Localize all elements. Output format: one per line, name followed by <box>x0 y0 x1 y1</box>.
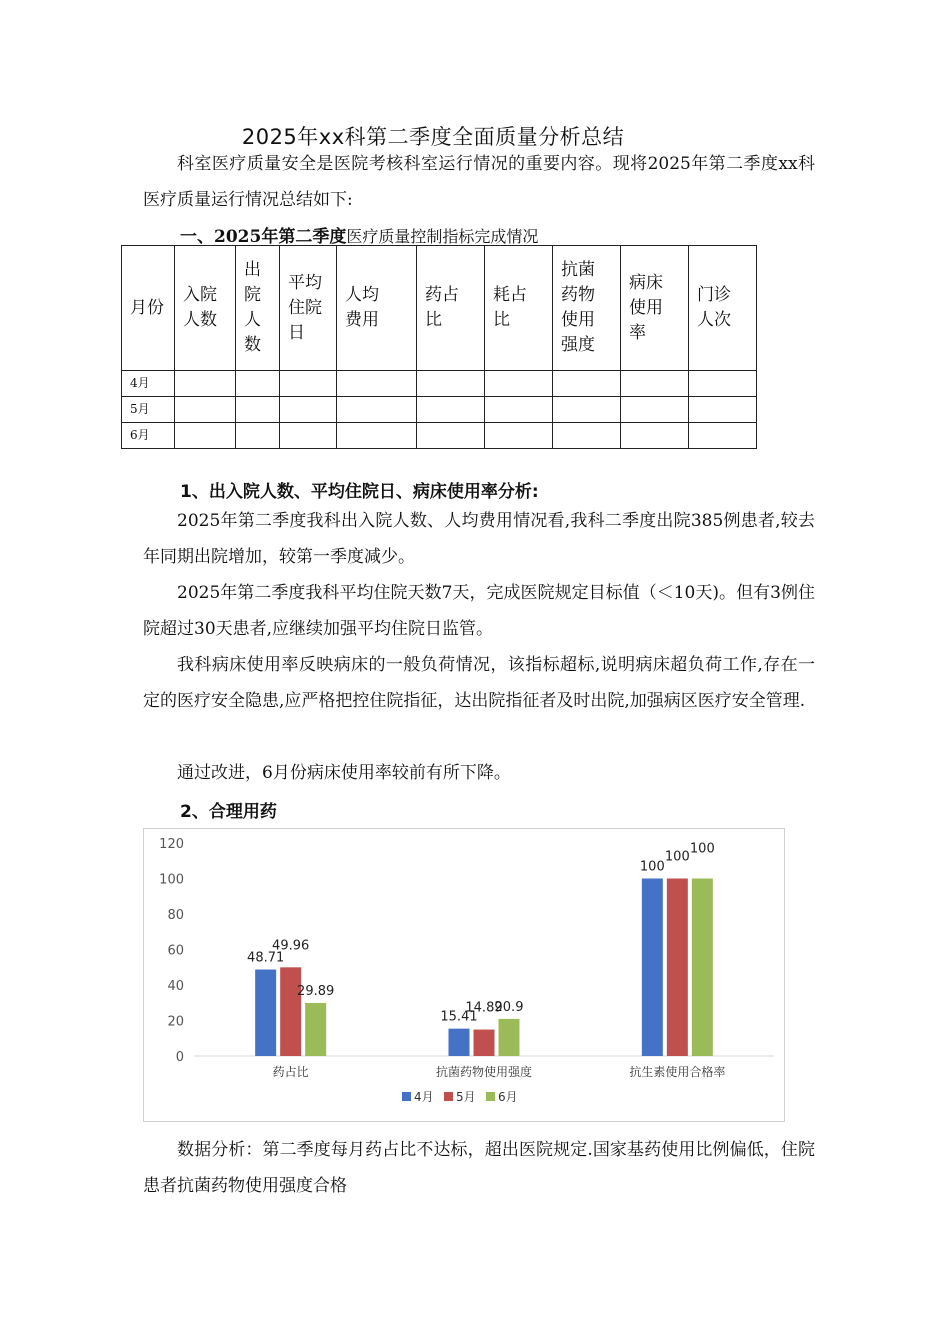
table-header-cell: 人均 费用 <box>337 246 417 371</box>
x-tick-label: 抗菌药物使用强度 <box>435 1065 533 1079</box>
quality-metrics-table <box>121 245 757 449</box>
legend-swatch <box>444 1092 453 1101</box>
y-tick-label: 100 <box>159 872 184 888</box>
table-cell[interactable] <box>485 423 553 449</box>
table-cell[interactable] <box>553 423 621 449</box>
legend-label: 5月 <box>456 1090 476 1104</box>
table-month-cell: 6月 <box>122 423 175 449</box>
table-cell[interactable] <box>337 423 417 449</box>
table-cell[interactable] <box>485 371 553 397</box>
table-cell[interactable] <box>689 397 757 423</box>
data-label: 29.89 <box>297 983 335 999</box>
table-cell[interactable] <box>689 423 757 449</box>
table-header-cell: 入院 人数 <box>175 246 236 371</box>
analysis1-paragraph-2: 2025年第二季度我科平均住院天数7天，完成医院规定目标值（＜10天)。但有3例住院超过30天患者,应继续加强平均住院日监管。 <box>143 583 815 639</box>
analysis1-paragraph-1: 2025年第二季度我科出入院人数、人均费用情况看,我科二季度出院385例患者,较去年同期出院增加，较第一季度减少。 <box>143 511 815 567</box>
bar-4月-药占比 <box>255 970 276 1056</box>
table-row <box>122 397 757 423</box>
table-cell[interactable] <box>175 423 236 449</box>
table-cell[interactable] <box>236 423 280 449</box>
drug-use-chart-svg <box>144 829 784 1121</box>
bar-4月-抗生素使用合格率 <box>642 879 663 1057</box>
table-header-cell: 平均 住院 日 <box>280 246 337 371</box>
y-tick-label: 120 <box>159 837 184 852</box>
table-cell[interactable] <box>417 371 485 397</box>
y-tick-label: 60 <box>167 943 184 959</box>
drug-use-chart <box>143 828 785 1122</box>
table-cell[interactable] <box>621 397 689 423</box>
table-header-cell: 病床 使用 率 <box>621 246 689 371</box>
section1-heading <box>180 222 538 247</box>
table-cell[interactable] <box>553 397 621 423</box>
legend-swatch <box>486 1092 495 1101</box>
table-month-cell: 4月 <box>122 371 175 397</box>
data-label: 48.71 <box>247 950 285 966</box>
bar-5月-药占比 <box>280 967 301 1056</box>
data-label: 49.96 <box>272 938 310 954</box>
table-cell[interactable] <box>337 371 417 397</box>
table-header-cell: 耗占 比 <box>485 246 553 371</box>
analysis1-heading: 1、出入院人数、平均住院日、病床使用率分析: <box>180 482 539 502</box>
y-tick-label: 20 <box>167 1014 184 1030</box>
legend-label: 4月 <box>414 1090 434 1104</box>
table-cell[interactable] <box>337 397 417 423</box>
table-month-cell: 5月 <box>122 397 175 423</box>
table-cell[interactable] <box>621 371 689 397</box>
y-tick-label: 40 <box>167 979 184 994</box>
table-header-cell: 药占 比 <box>417 246 485 371</box>
analysis2-heading: 2、合理用药 <box>180 802 277 822</box>
legend-label: 6月 <box>498 1090 518 1104</box>
bar-4月-抗菌药物使用强度 <box>449 1029 470 1056</box>
analysis1-paragraph-4: 通过改进，6月份病床使用率较前有所下降。 <box>177 763 511 783</box>
table-cell[interactable] <box>236 397 280 423</box>
table-cell[interactable] <box>280 423 337 449</box>
bar-5月-抗菌药物使用强度 <box>474 1030 495 1056</box>
table-cell[interactable] <box>236 371 280 397</box>
table-cell[interactable] <box>417 397 485 423</box>
x-tick-label: 抗生素使用合格率 <box>629 1065 726 1079</box>
table-row <box>122 423 757 449</box>
table-header-row <box>122 246 757 371</box>
table-cell[interactable] <box>175 397 236 423</box>
conclusion-paragraph: 数据分析：第二季度每月药占比不达标，超出医院规定.国家基药使用比例偏低，住院患者抗菌药物使用强度合格 <box>143 1140 815 1196</box>
data-label: 100 <box>664 849 690 865</box>
table-header-cell: 月份 <box>122 246 175 371</box>
analysis1-paragraph-3: 我科病床使用率反映病床的一般负荷情况，该指标超标,说明病床超负荷工作,存在一定的医疗安全隐患,应严格把控住院指征，达出院指征者及时出院,加强病区医疗安全管理. <box>143 655 815 711</box>
y-tick-label: 0 <box>175 1050 184 1065</box>
x-tick-label: 药占比 <box>272 1065 309 1079</box>
data-label: 15.41 <box>440 1009 478 1025</box>
table-header-cell: 抗菌 药物 使用 强度 <box>553 246 621 371</box>
y-tick-label: 80 <box>167 908 184 923</box>
table-cell[interactable] <box>280 371 337 397</box>
section1-heading-bold: 一、2025年第二季度 <box>180 227 347 247</box>
bar-6月-药占比 <box>305 1003 326 1056</box>
table-cell[interactable] <box>689 371 757 397</box>
intro-paragraph: 科室医疗质量安全是医院考核科室运行情况的重要内容。现将2025年第二季度xx科医疗质量运行情况总结如下: <box>143 154 815 210</box>
bar-5月-抗生素使用合格率 <box>667 879 688 1057</box>
table-header-cell: 出 院 人 数 <box>236 246 280 371</box>
table-cell[interactable] <box>553 371 621 397</box>
data-label: 20.9 <box>494 999 524 1015</box>
table-cell[interactable] <box>175 371 236 397</box>
bar-6月-抗菌药物使用强度 <box>499 1019 520 1056</box>
table-cell[interactable] <box>417 423 485 449</box>
table-header-cell: 门诊 人次 <box>689 246 757 371</box>
table-cell[interactable] <box>485 397 553 423</box>
section1-heading-rest: 医疗质量控制指标完成情况 <box>346 227 539 246</box>
bar-6月-抗生素使用合格率 <box>692 879 713 1057</box>
legend-swatch <box>402 1092 411 1101</box>
data-label: 100 <box>689 841 715 857</box>
table-cell[interactable] <box>621 423 689 449</box>
data-label: 100 <box>639 859 665 875</box>
document-title: 2025年xx科第二季度全面质量分析总结 <box>241 125 625 149</box>
table-cell[interactable] <box>280 397 337 423</box>
data-label: 14.89 <box>465 1000 503 1016</box>
table-row <box>122 371 757 397</box>
